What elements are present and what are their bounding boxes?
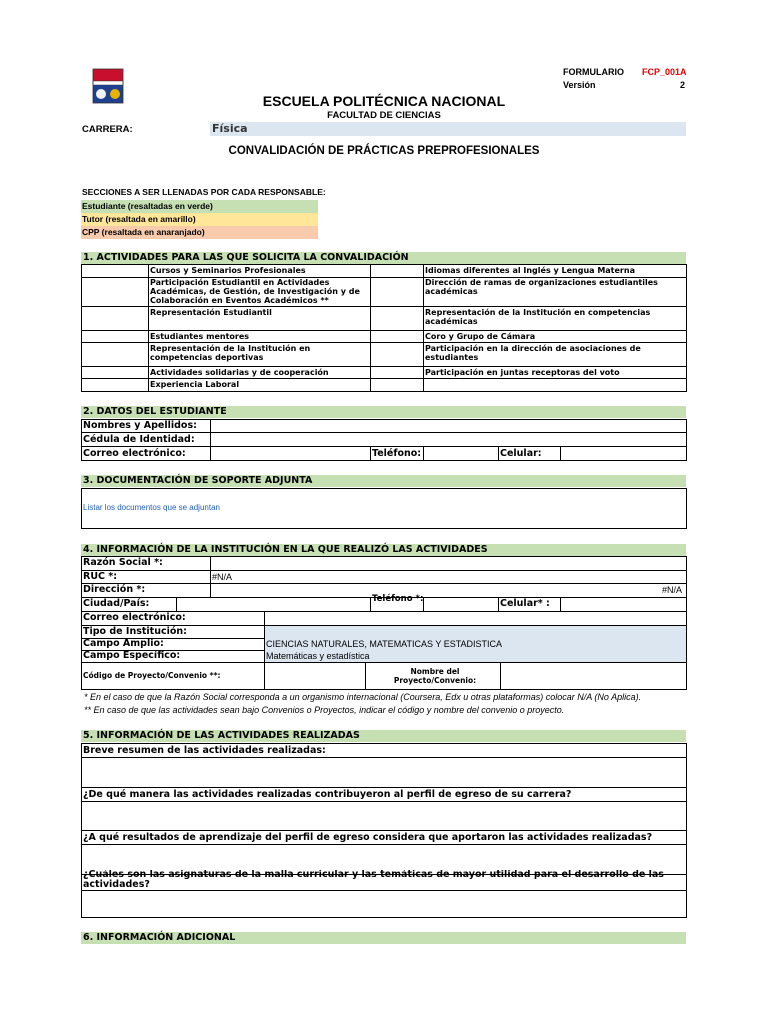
direccion-value: #N/A <box>662 585 683 595</box>
activity-checkbox-left-1[interactable] <box>82 265 148 277</box>
activity-left-6: Actividades solidarias y de cooperación <box>150 368 329 377</box>
question-4: ¿Cuáles son las asignaturas de la malla curricular y las temáticas de mayor utilidad para el desarrollo de las actividades? <box>83 870 664 890</box>
activity-right-2: Dirección de ramas de organizaciones estudiantiles académicas <box>425 278 658 296</box>
correo-label: Correo electrónico: <box>83 612 186 623</box>
activity-left-3: Representación Estudiantil <box>150 308 272 317</box>
section2-title: 2. DATOS DEL ESTUDIANTE <box>81 406 686 418</box>
campo-especifico-label: Campo Específico: <box>83 650 181 661</box>
activity-right-4: Coro y Grupo de Cámara <box>425 332 536 341</box>
career-value: Física <box>212 122 248 135</box>
ruc-label: RUC *: <box>83 571 118 582</box>
question-1: Breve resumen de las actividades realizadas: <box>82 744 686 758</box>
activity-right-6: Participación en juntas receptoras del voto <box>425 368 620 377</box>
razon-social-input[interactable] <box>211 557 686 570</box>
student-names-label: Nombres y Apellidos: <box>83 420 197 431</box>
activity-right-1: Idiomas diferentes al Inglés y Lengua Materna <box>425 266 635 275</box>
activity-right-5: Participación en la dirección de asociaciones de estudiantes <box>425 344 641 362</box>
activity-left-7: Experiencia Laboral <box>150 380 240 389</box>
answer-3-input[interactable] <box>82 845 686 873</box>
telefono-label: Teléfono *: <box>372 594 424 604</box>
activity-left-2: Participación Estudiantil en Actividades Académicas, de Gestión, de Investigación y de Colaboración en Eventos Académicos ** <box>150 278 360 305</box>
version-label: Versión <box>563 80 596 90</box>
answer-1-input[interactable] <box>82 758 686 786</box>
student-id-input[interactable] <box>211 433 686 446</box>
nombre-input[interactable] <box>501 663 686 690</box>
section5-title: 5. INFORMACIÓN DE LAS ACTIVIDADES REALIZADAS <box>81 730 686 742</box>
student-phone-label: Teléfono: <box>372 448 422 459</box>
section1-title: 1. ACTIVIDADES PARA LAS QUE SOLICITA LA CONVALIDACIÓN <box>81 252 686 264</box>
nombre-label: Nombre del Proyecto/Convenio: <box>393 667 477 685</box>
activity-right-3: Representación de la Institución en competencias académicas <box>425 308 651 326</box>
legend-tutor: Tutor (resaltada en amarillo) <box>81 213 318 226</box>
form-title: CONVALIDACIÓN DE PRÁCTICAS PREPROFESIONALES <box>228 145 540 157</box>
section3-title: 3. DOCUMENTACIÓN DE SOPORTE ADJUNTA <box>81 475 686 487</box>
student-id-label: Cédula de Identidad: <box>83 434 195 445</box>
direccion-label: Dirección *: <box>83 584 146 595</box>
legend-title: SECCIONES A SER LLENADAS POR CADA RESPONSABLE: <box>82 187 326 197</box>
student-email-input[interactable] <box>211 447 370 460</box>
tipo-institucion-input[interactable] <box>265 626 686 638</box>
question-3: ¿A qué resultados de aprendizaje del perfil de egreso considera que aportaron las actividades realizadas? <box>82 831 686 845</box>
note-2: ** En caso de que las actividades sean bajo Convenios o Proyectos, indicar el código y nombre del convenio o proyecto. <box>84 705 565 715</box>
campo-especifico-value: Matemáticas y estadística <box>266 651 370 661</box>
faculty-title: FACULTAD DE CIENCIAS <box>327 110 441 121</box>
codigo-input[interactable] <box>265 663 365 690</box>
section4-title: 4. INFORMACIÓN DE LA INSTITUCIÓN EN LA QUE REALIZÓ LAS ACTIVIDADES <box>81 544 686 556</box>
form-code: FCP_001A <box>642 67 687 77</box>
tipo-label: Tipo de Institución: <box>83 626 187 637</box>
question-2: ¿De qué manera las actividades realizadas contribuyeron al perfil de egreso de su carrera? <box>82 788 686 802</box>
legend-cpp: CPP (resaltada en anaranjado) <box>81 226 318 239</box>
celular-label: Celular* : <box>500 598 550 609</box>
campo-amplio-label: Campo Amplio: <box>83 638 164 649</box>
activity-left-5: Representación de la Institución en competencias deportivas <box>150 344 311 362</box>
form-label: FORMULARIO <box>563 67 624 77</box>
activity-left-1: Cursos y Seminarios Profesionales <box>150 266 306 275</box>
note-1: * En el caso de que la Razón Social corresponda a un organismo internacional (Coursera, Edx u otras plataformas) colocar N/A (No Aplica). <box>84 692 642 702</box>
campo-amplio-value: CIENCIAS NATURALES, MATEMATICAS Y ESTADISTICA <box>266 639 503 649</box>
razon-social-label: Razón Social *: <box>83 557 163 568</box>
answer-2-input[interactable] <box>82 802 686 830</box>
documents-placeholder: Listar los documentos que se adjuntan <box>83 503 220 512</box>
career-field[interactable] <box>210 122 686 136</box>
institution-title: ESCUELA POLITÉCNICA NACIONAL <box>262 93 506 109</box>
ciudad-label: Ciudad/País: <box>83 598 150 609</box>
section6-title: 6. INFORMACIÓN ADICIONAL <box>81 932 686 944</box>
activity-left-4: Estudiantes mentores <box>150 332 250 341</box>
student-names-input[interactable] <box>211 420 686 432</box>
answer-4-input[interactable] <box>82 891 686 917</box>
career-label: CARRERA: <box>82 124 133 135</box>
codigo-label: Código de Proyecto/Convenio **: <box>83 671 221 680</box>
ruc-value: #N/A <box>212 572 233 582</box>
version-value: 2 <box>680 80 686 90</box>
student-cell-label: Celular: <box>500 448 542 459</box>
student-email-label: Correo electrónico: <box>83 448 186 459</box>
legend-student: Estudiante (resaltadas en verde) <box>81 200 318 213</box>
